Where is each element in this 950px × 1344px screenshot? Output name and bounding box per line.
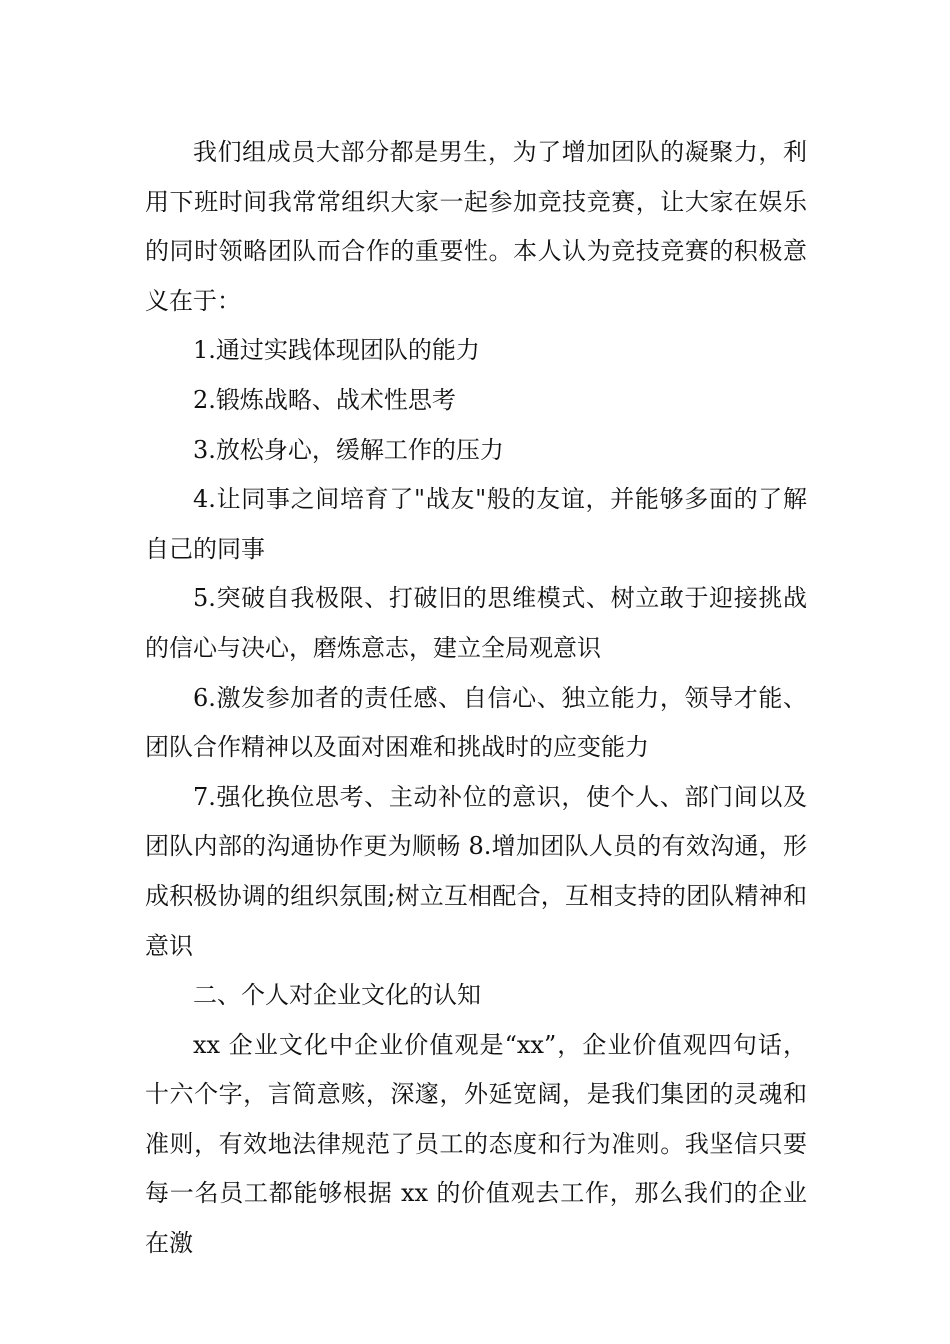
- paragraph-culture: xx 企业文化中企业价值观是“xx”，企业价值观四句话，十六个字，言简意赅，深邃，外延宽阔，是我们集团的灵魂和准则，有效地法律规范了员工的态度和行为准则。我坚信只要每一名员工都能够根据 xx 的价值观去工作，那么我们的企业在激: [145, 1030, 807, 1258]
- section-heading: 二、个人对企业文化的认知: [193, 981, 481, 1010]
- list-item-2: 2.锻炼战略、战术性思考: [193, 385, 456, 414]
- list-item-5: 5.突破自我极限、打破旧的思维模式、树立敢于迎接挑战的信心与决心，磨炼意志，建立全局观意识: [145, 584, 807, 662]
- document-body: [145, 128, 807, 1269]
- list-item-6: 6.激发参加者的责任感、自信心、独立能力，领导才能、团队合作精神以及面对困难和挑战时的应变能力: [145, 683, 807, 762]
- paragraph-intro: 我们组成员大部分都是男生，为了增加团队的凝聚力，利用下班时间我常常组织大家一起参加竞技竞赛，让大家在娱乐的同时领略团队而合作的重要性。本人认为竞技竞赛的积极意义在于：: [145, 138, 807, 315]
- list-item-3: 3.放松身心，缓解工作的压力: [193, 435, 504, 464]
- list-item-1: 1.通过实践体现团队的能力: [193, 336, 480, 365]
- list-item-4: 4.让同事之间培育了"战友"般的友谊，并能够多面的了解自己的同事: [145, 485, 807, 563]
- list-item-7-8: 7.强化换位思考、主动补位的意识，使个人、部门间以及团队内部的沟通协作更为顺畅 8.增加团队人员的有效沟通，形成积极协调的组织氛围;树立互相配合，互相支持的团队精神和意识: [145, 782, 807, 960]
